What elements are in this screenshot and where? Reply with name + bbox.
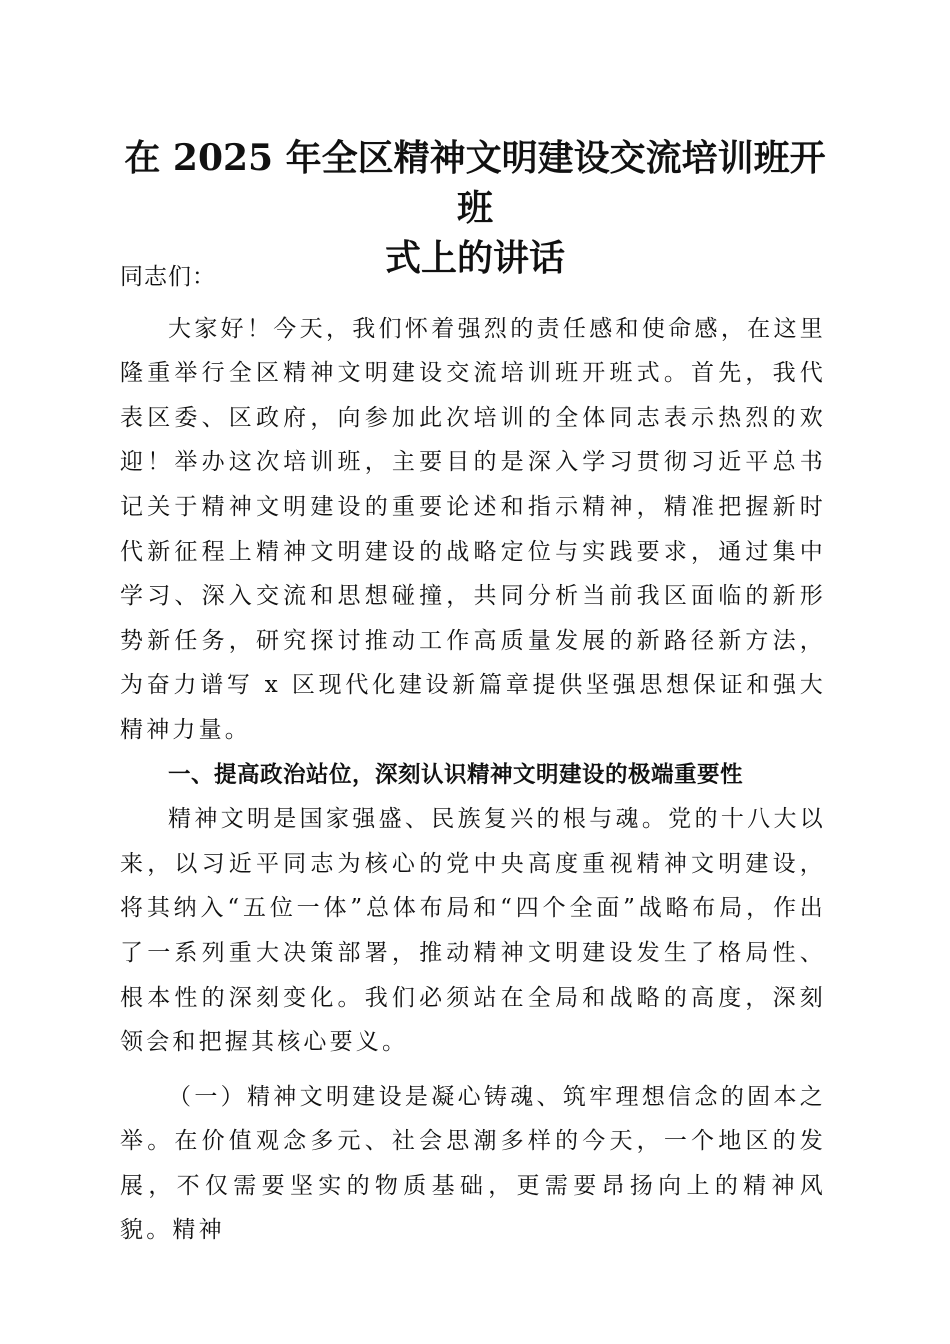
paragraph-opening: 大家好！今天，我们怀着强烈的责任感和使命感，在这里隆重举行全区精神文明建设交流培训班开班式。首先，我代表区委、区政府，向参加此次培训的全体同志表示热烈的欢迎！举办这次培训班，主要目的是深入学习贯彻习近平总书记关于精神文明建设的重要论述和指示精神，精准把握新时代新征程上精神文明建设的战略定位与实践要求，通过集中学习、深入交流和思想碰撞，共同分析当前我区面临的新形势新任务，研究探讨推动工作高质量发展的新路径新方法，为奋力谱写 x 区现代化建设新篇章提供坚强思想保证和强大精神力量。 — [120, 315, 826, 743]
paragraph-subsection-1: （一）精神文明建设是凝心铸魂、筑牢理想信念的固本之举。在价值观念多元、社会思潮多样的今天，一个地区的发展，不仅需要坚实的物质基础，更需要昂扬向上的精神风貌。精神 — [120, 1083, 826, 1244]
paragraph-section-1: 精神文明是国家强盛、民族复兴的根与魂。党的十八大以来，以习近平同志为核心的党中央高度重视精神文明建设，将其纳入“五位一体”总体布局和“四个全面”战略布局，作出了一系列重大决策部署，推动精神文明建设发生了格局性、根本性的深刻变化。我们必须站在全局和战略的高度，深刻领会和把握其核心要义。 — [120, 806, 826, 1056]
section-heading-1: 一、提高政治站位，深刻认识精神文明建设的极端重要性 — [168, 761, 744, 788]
title-line-1: 在 2025 年全区精神文明建设交流培训班开班 — [124, 137, 826, 229]
salutation: 同志们： — [120, 264, 216, 290]
document-body — [120, 255, 826, 1253]
title-line-2: 式上的讲话 — [384, 237, 565, 279]
paragraph-gap — [120, 1065, 826, 1075]
